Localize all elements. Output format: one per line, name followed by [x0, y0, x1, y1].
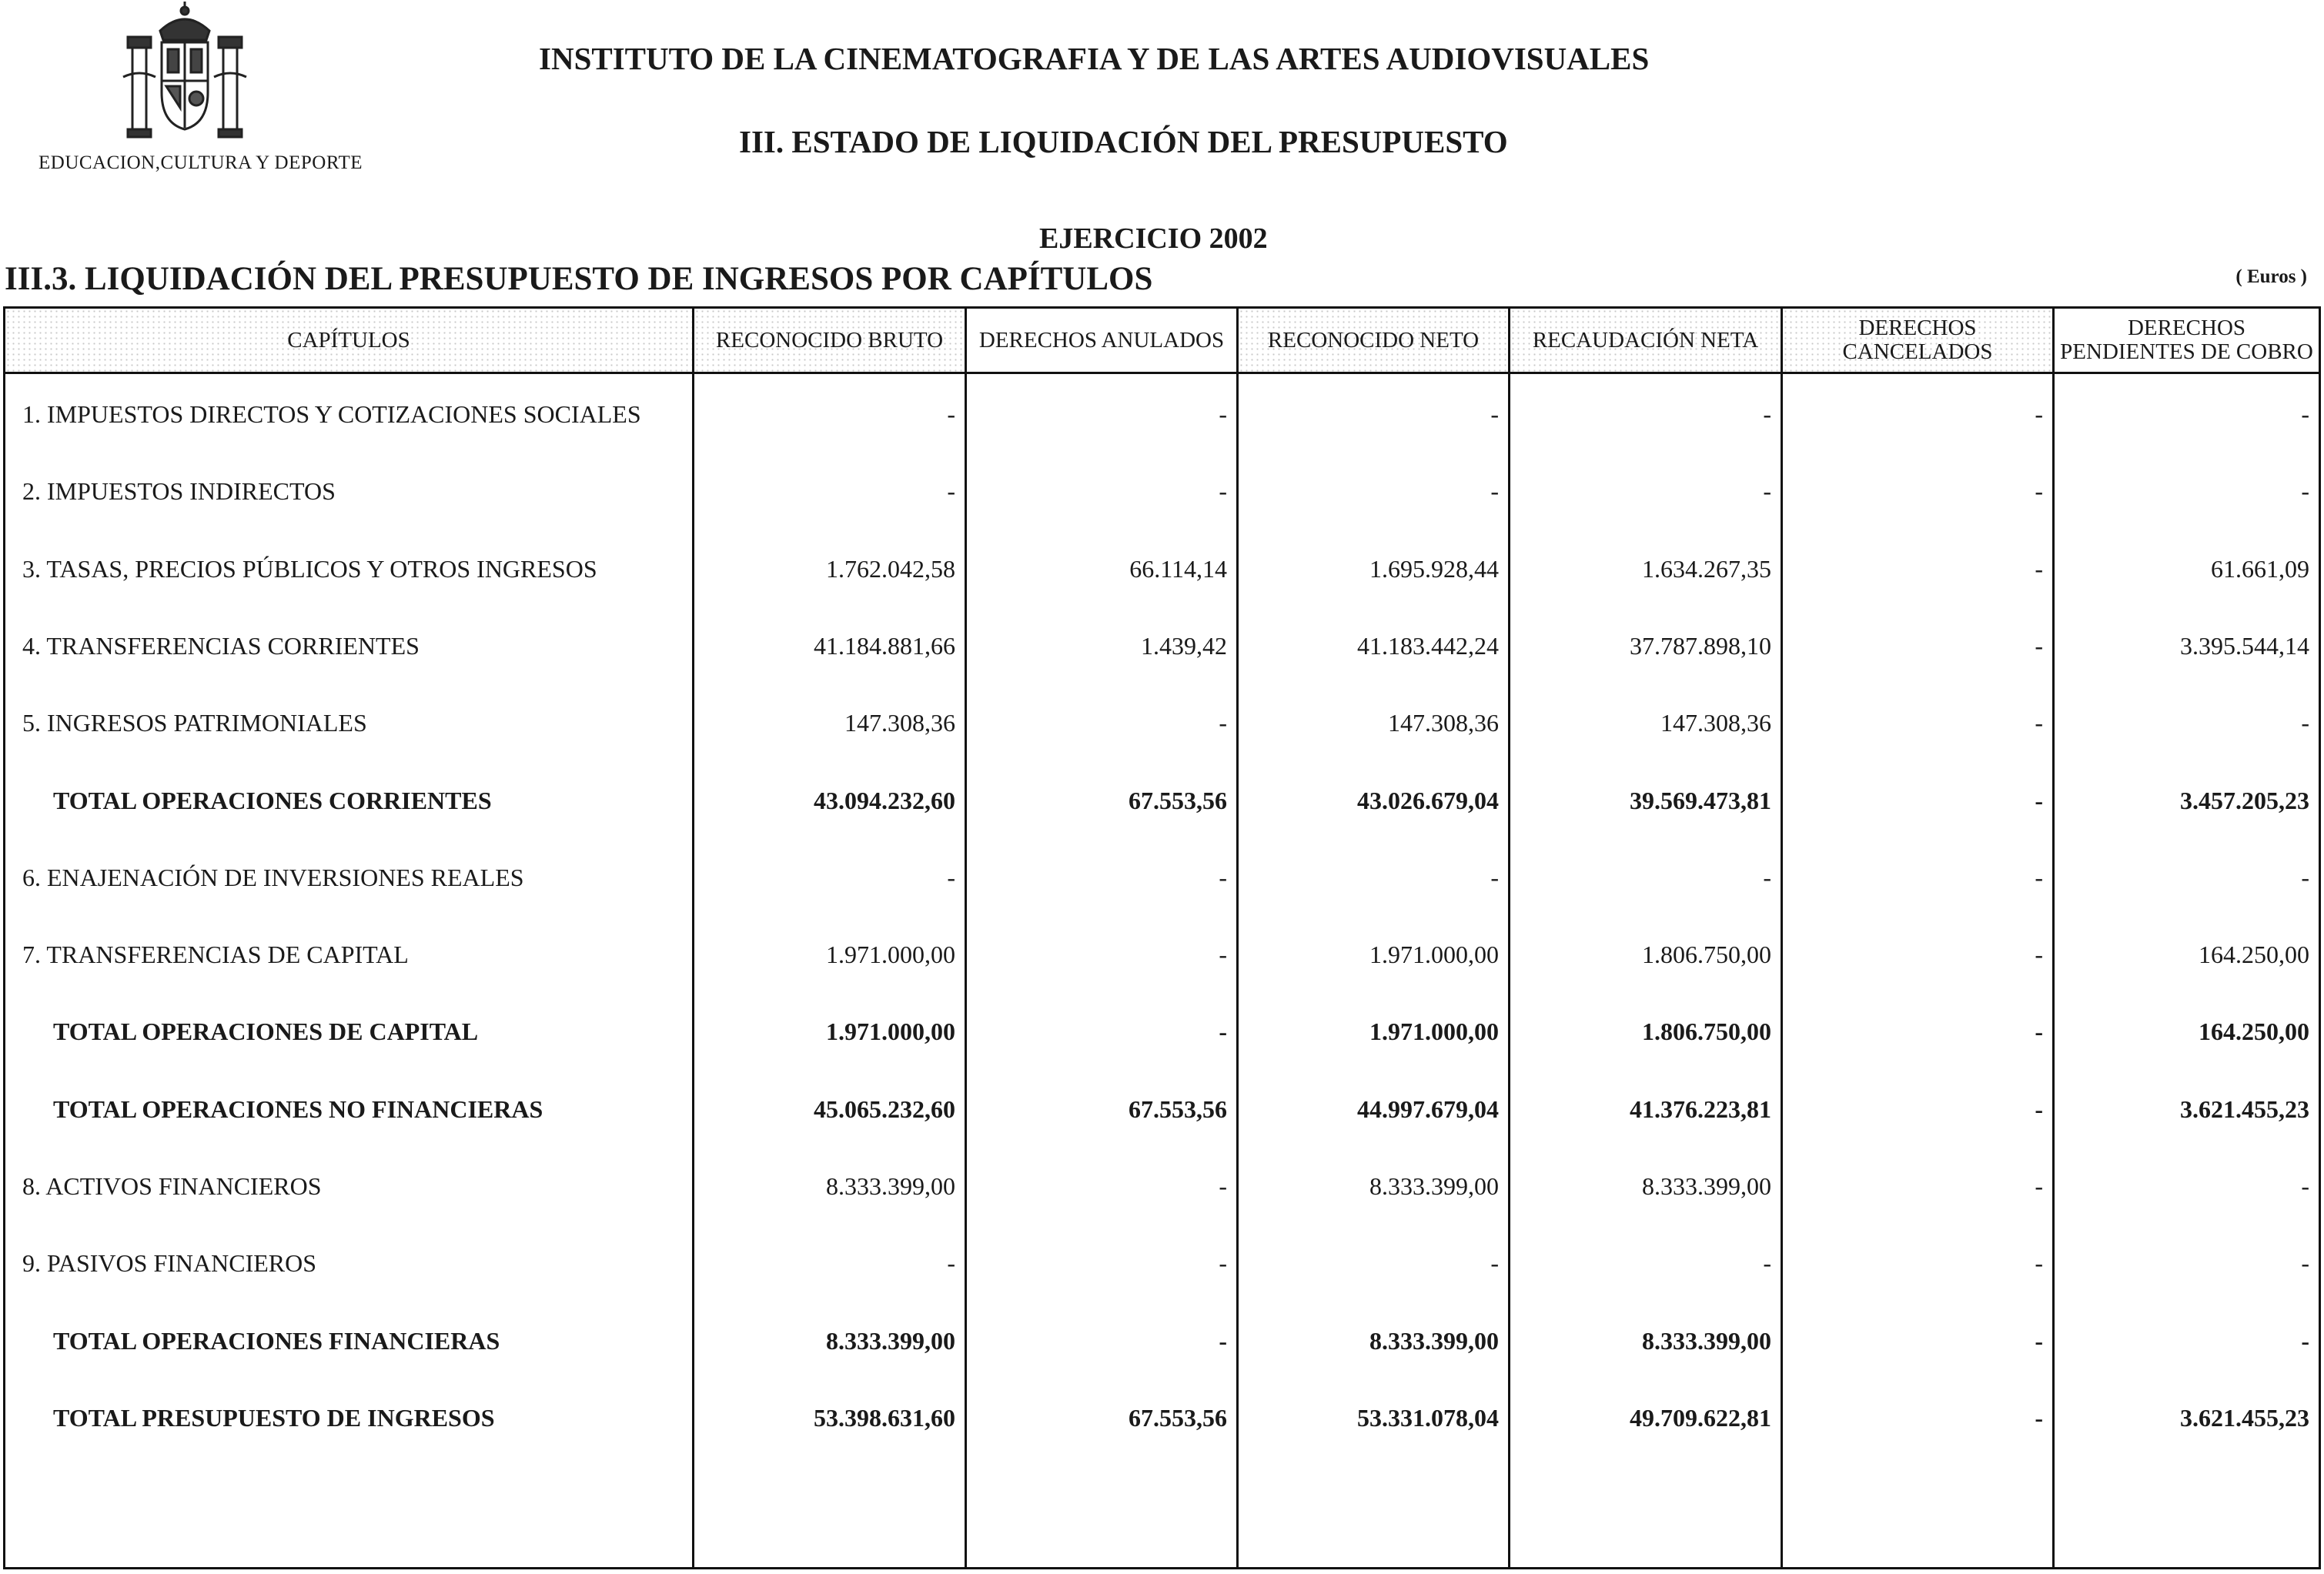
- table-cell-value: -: [1763, 1249, 1771, 1277]
- table-cell-value: 61.661,09: [2211, 555, 2309, 583]
- table-cell-value: 66.114,14: [1129, 555, 1227, 583]
- currency-unit: ( Euros ): [2235, 266, 2307, 287]
- chapter-row-label: 6. ENAJENACIÓN DE INVERSIONES REALES: [22, 864, 524, 891]
- table-cell-value: 164.250,00: [2199, 941, 2309, 968]
- table-cell-value: 8.333.399,00: [1642, 1172, 1771, 1200]
- table-cell-value: -: [1219, 864, 1227, 891]
- table-cell-value: -: [1219, 400, 1227, 428]
- section-title: III.3. LIQUIDACIÓN DEL PRESUPUESTO DE INGRESOS POR CAPÍTULOS: [5, 261, 1153, 297]
- table-cell-value: 41.376.223,81: [1630, 1095, 1771, 1123]
- table-cell-value: -: [947, 477, 955, 505]
- chapter-row-label: 2. IMPUESTOS INDIRECTOS: [22, 477, 336, 505]
- table-cell-value: 3.457.205,23: [2180, 787, 2309, 814]
- table-cell-value: -: [1219, 941, 1227, 968]
- total-row-label: TOTAL OPERACIONES DE CAPITAL: [53, 1018, 479, 1045]
- table-cell-value: -: [2035, 787, 2043, 814]
- table-cell-value: 53.398.631,60: [814, 1404, 955, 1432]
- table-cell-value: -: [1490, 477, 1499, 505]
- column-divider: [692, 309, 694, 1567]
- table-cell-value: -: [2301, 709, 2309, 737]
- table-cell-value: -: [2035, 400, 2043, 428]
- table-cell-value: 1.806.750,00: [1642, 1018, 1771, 1045]
- total-row-label: TOTAL OPERACIONES FINANCIERAS: [53, 1327, 500, 1355]
- table-cell-value: -: [2035, 709, 2043, 737]
- table-cell-value: -: [1219, 477, 1227, 505]
- header-divider: [5, 372, 2319, 374]
- table-cell-value: 41.183.442,24: [1357, 632, 1499, 660]
- table-cell-value: 1.806.750,00: [1642, 941, 1771, 968]
- column-header-recaudacion-neta: RECAUDACIÓN NETA: [1510, 309, 1781, 372]
- table-cell-value: -: [1763, 864, 1771, 891]
- table-cell-value: -: [1490, 864, 1499, 891]
- total-row-label: TOTAL OPERACIONES NO FINANCIERAS: [53, 1095, 543, 1123]
- table-cell-value: 8.333.399,00: [1642, 1327, 1771, 1355]
- column-header-derechos-anulados: DERECHOS ANULADOS: [978, 327, 1225, 353]
- table-cell-value: -: [2035, 632, 2043, 660]
- total-row-label: TOTAL PRESUPUESTO DE INGRESOS: [53, 1404, 495, 1432]
- table-cell-value: 1.971.000,00: [1369, 1018, 1499, 1045]
- table-cell-value: -: [1490, 400, 1499, 428]
- total-row-label: TOTAL OPERACIONES CORRIENTES: [53, 787, 492, 814]
- table-cell-value: 3.395.544,14: [2180, 632, 2309, 660]
- table-cell-value: 41.184.881,66: [814, 632, 955, 660]
- table-cell-value: 1.971.000,00: [826, 1018, 955, 1045]
- fiscal-year: EJERCICIO 2002: [1039, 222, 1268, 255]
- table-cell-value: 1.634.267,35: [1642, 555, 1771, 583]
- column-header-derechos-pendientes: DERECHOS PENDIENTES DE COBRO: [2060, 316, 2313, 364]
- table-cell-value: -: [1219, 1327, 1227, 1355]
- institute-title: INSTITUTO DE LA CINEMATOGRAFIA Y DE LAS ARTES AUDIOVISUALES: [539, 41, 1650, 76]
- table-cell-value: -: [2301, 477, 2309, 505]
- coat-of-arms-logo: [115, 0, 254, 142]
- table-cell-value: -: [2301, 1249, 2309, 1277]
- table-cell-value: -: [2035, 1404, 2043, 1432]
- column-header-capitulos: CAPÍTULOS: [5, 309, 692, 372]
- table-cell-value: 67.553,56: [1129, 1095, 1227, 1123]
- table-cell-value: 1.971.000,00: [826, 941, 955, 968]
- table-cell-value: 43.094.232,60: [814, 787, 955, 814]
- ministry-name: EDUCACION,CULTURA Y DEPORTE: [38, 152, 363, 173]
- table-cell-value: -: [2035, 477, 2043, 505]
- table-cell-value: -: [1763, 477, 1771, 505]
- table-cell-value: 1.439,42: [1141, 632, 1227, 660]
- table-cell-value: -: [2301, 864, 2309, 891]
- table-cell-value: 1.971.000,00: [1369, 941, 1499, 968]
- chapter-row-label: 7. TRANSFERENCIAS DE CAPITAL: [22, 941, 409, 968]
- column-header-derechos-cancelados: DERECHOS CANCELADOS: [1783, 309, 2052, 372]
- column-divider: [1508, 309, 1510, 1567]
- table-cell-value: -: [1763, 400, 1771, 428]
- table-cell-value: 43.026.679,04: [1357, 787, 1499, 814]
- table-cell-value: -: [947, 400, 955, 428]
- table-cell-value: 1.695.928,44: [1369, 555, 1499, 583]
- statement-title: III. ESTADO DE LIQUIDACIÓN DEL PRESUPUESTO: [739, 124, 1508, 159]
- chapter-row-label: 4. TRANSFERENCIAS CORRIENTES: [22, 632, 420, 660]
- table-cell-value: 147.308,36: [1660, 709, 1771, 737]
- table-cell-value: -: [2035, 1327, 2043, 1355]
- table-cell-value: 8.333.399,00: [826, 1172, 955, 1200]
- column-divider: [965, 309, 967, 1567]
- income-budget-table: [3, 306, 2321, 1569]
- column-divider: [1781, 309, 1783, 1567]
- chapter-row-label: 3. TASAS, PRECIOS PÚBLICOS Y OTROS INGRESOS: [22, 555, 597, 583]
- table-cell-value: 1.762.042,58: [826, 555, 955, 583]
- chapter-row-label: 5. INGRESOS PATRIMONIALES: [22, 709, 367, 737]
- table-cell-value: -: [2301, 400, 2309, 428]
- table-cell-value: 3.621.455,23: [2180, 1404, 2309, 1432]
- table-cell-value: -: [2301, 1327, 2309, 1355]
- table-cell-value: 67.553,56: [1129, 1404, 1227, 1432]
- table-cell-value: 3.621.455,23: [2180, 1095, 2309, 1123]
- table-cell-value: 44.997.679,04: [1357, 1095, 1499, 1123]
- column-divider: [2052, 309, 2055, 1567]
- table-cell-value: 8.333.399,00: [1369, 1327, 1499, 1355]
- table-cell-value: -: [1219, 1018, 1227, 1045]
- table-cell-value: -: [2035, 941, 2043, 968]
- table-cell-value: 49.709.622,81: [1630, 1404, 1771, 1432]
- table-cell-value: -: [2035, 555, 2043, 583]
- table-cell-value: -: [1219, 709, 1227, 737]
- table-cell-value: -: [2035, 1249, 2043, 1277]
- table-cell-value: -: [2035, 1095, 2043, 1123]
- table-cell-value: -: [947, 1249, 955, 1277]
- chapter-row-label: 8. ACTIVOS FINANCIEROS: [22, 1172, 322, 1200]
- table-cell-value: -: [2035, 1172, 2043, 1200]
- table-cell-value: 147.308,36: [1388, 709, 1499, 737]
- table-cell-value: -: [1490, 1249, 1499, 1277]
- chapter-row-label: 9. PASIVOS FINANCIEROS: [22, 1249, 317, 1277]
- table-cell-value: 8.333.399,00: [1369, 1172, 1499, 1200]
- column-header-reconocido-bruto: RECONOCIDO BRUTO: [694, 309, 965, 372]
- table-cell-value: -: [2301, 1172, 2309, 1200]
- table-cell-value: -: [947, 864, 955, 891]
- column-header-reconocido-neto: RECONOCIDO NETO: [1239, 309, 1508, 372]
- column-divider: [1236, 309, 1239, 1567]
- chapter-row-label: 1. IMPUESTOS DIRECTOS Y COTIZACIONES SOCIALES: [22, 400, 641, 428]
- table-cell-value: 53.331.078,04: [1357, 1404, 1499, 1432]
- table-cell-value: -: [1219, 1172, 1227, 1200]
- table-cell-value: 147.308,36: [844, 709, 955, 737]
- table-cell-value: 45.065.232,60: [814, 1095, 955, 1123]
- table-cell-value: -: [2035, 864, 2043, 891]
- table-cell-value: 67.553,56: [1129, 787, 1227, 814]
- table-cell-value: 37.787.898,10: [1630, 632, 1771, 660]
- table-cell-value: 164.250,00: [2199, 1018, 2309, 1045]
- table-cell-value: 39.569.473,81: [1630, 787, 1771, 814]
- table-cell-value: 8.333.399,00: [826, 1327, 955, 1355]
- table-cell-value: -: [2035, 1018, 2043, 1045]
- table-cell-value: -: [1219, 1249, 1227, 1277]
